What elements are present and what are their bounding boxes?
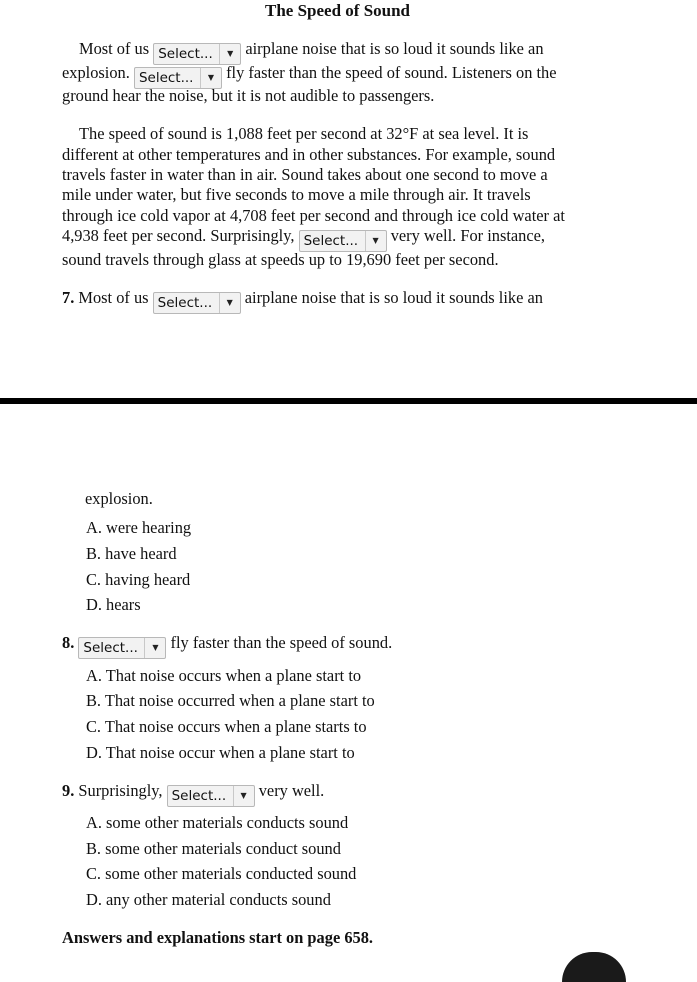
option-7c: C. having heard: [86, 570, 191, 589]
option-8c: C. That noise occurs when a plane starts to: [86, 717, 367, 736]
passage-p1-line1: [79, 39, 544, 65]
text: very well. For instance,: [390, 226, 545, 245]
option-7a: A. were hearing: [86, 518, 192, 537]
page-title: The Speed of Sound: [264, 1, 411, 20]
passage-p2-line6: [62, 226, 545, 252]
option-8a: A. That noise occurs when a plane start to: [86, 666, 362, 685]
option-8d: D. That noise occur when a plane start to: [86, 743, 355, 762]
text: airplane noise that is so loud it sounds like an: [245, 39, 544, 58]
question-number: 9.: [62, 781, 75, 800]
option-7b: B. have heard: [86, 544, 177, 563]
passage-p1-line3: ground hear the noise, but it is not audible to passengers.: [62, 86, 435, 105]
option-9b: B. some other materials conduct sound: [86, 839, 341, 858]
answers-note: Answers and explanations start on page 658.: [62, 928, 373, 947]
option-9a: A. some other materials conducts sound: [86, 813, 349, 832]
blank-9-dropdown[interactable]: [299, 230, 387, 252]
passage-p2-line4: mile under water, but five seconds to move a mile through air. It travels: [62, 185, 531, 204]
passage-p2-line5: through ice cold vapor at 4,708 feet per second and through ice cold water at: [62, 206, 565, 225]
text: fly faster than the speed of sound.: [170, 633, 393, 652]
floating-button[interactable]: [562, 952, 626, 982]
passage-p2-line3: travels faster in water than in air. Sound takes about one second to move a: [62, 165, 548, 184]
text: 4,938 feet per second. Surprisingly,: [62, 226, 295, 245]
dropdown-arrow-icon: ▼: [233, 786, 254, 806]
option-8b: B. That noise occurred when a plane start to: [86, 691, 375, 710]
question-9: [62, 781, 324, 807]
dropdown-arrow-icon: ▼: [219, 293, 240, 313]
select-label: Select...: [157, 295, 213, 311]
text: explosion.: [62, 63, 130, 82]
dropdown-arrow-icon: ▼: [365, 231, 386, 251]
text: Most of us: [78, 288, 149, 307]
question-number: 8.: [62, 633, 75, 652]
select-label: Select...: [303, 233, 359, 249]
blank-7-dropdown[interactable]: [153, 43, 241, 65]
question-7-continued: explosion.: [85, 489, 153, 508]
select-label: Select...: [138, 70, 194, 86]
dropdown-arrow-icon: ▼: [200, 68, 221, 88]
passage-p2-line7: sound travels through glass at speeds up to 19,690 feet per second.: [62, 250, 499, 269]
text: fly faster than the speed of sound. Listeners on the: [226, 63, 557, 82]
page-divider: [0, 398, 697, 404]
dropdown-arrow-icon: ▼: [219, 44, 240, 64]
select-label: Select...: [158, 46, 213, 62]
question-7: [62, 288, 543, 314]
text: Surprisingly,: [78, 781, 163, 800]
question-9-dropdown[interactable]: [167, 785, 255, 807]
text: Most of us: [79, 39, 150, 58]
question-number: 7.: [62, 288, 75, 307]
dropdown-arrow-icon: ▼: [144, 638, 165, 658]
option-9c: C. some other materials conducted sound: [86, 864, 357, 883]
select-label: Select...: [171, 788, 227, 804]
select-label: Select...: [83, 640, 138, 656]
question-7-dropdown[interactable]: [153, 292, 241, 314]
question-8-dropdown[interactable]: [78, 637, 166, 659]
question-8: [62, 633, 392, 659]
passage-p2-line1: The speed of sound is 1,088 feet per second at 32°F at sea level. It is: [79, 124, 529, 143]
option-9d: D. any other material conducts sound: [86, 890, 331, 909]
text: airplane noise that is so loud it sounds like an: [244, 288, 543, 307]
text: very well.: [258, 781, 325, 800]
passage-p2-line2: different at other temperatures and in other substances. For example, sound: [62, 145, 556, 164]
option-7d: D. hears: [86, 595, 141, 614]
